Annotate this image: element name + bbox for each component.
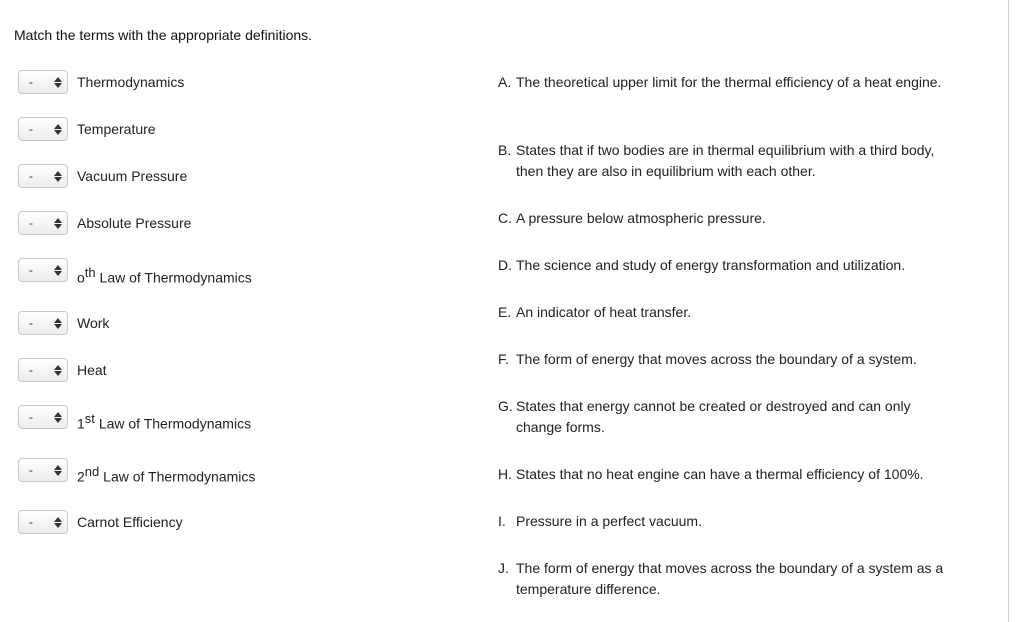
term-label: Temperature [77, 121, 156, 137]
term-prefix: o [77, 269, 85, 286]
definition-letter: H. [498, 466, 512, 482]
definition-letter: A. [498, 74, 512, 90]
term-label: Thermodynamics [77, 74, 185, 90]
updown-arrows-icon [54, 218, 62, 229]
definition-text: States that energy cannot be created or destroyed and can only change forms. [516, 398, 911, 435]
match-select[interactable] [18, 311, 68, 335]
term-rest: Law of Thermodynamics [103, 468, 256, 485]
definition-h [498, 464, 958, 485]
definition-b [498, 140, 958, 182]
term-row-carnot-efficiency [18, 509, 183, 535]
definition-text: States that if two bodies are in thermal equilibrium with a third body, then they are also in equilibrium with each other. [516, 142, 935, 179]
definition-a [498, 72, 958, 93]
term-label [77, 265, 252, 286]
definition-g [498, 396, 958, 438]
term-rest: Law of Thermodynamics [99, 269, 252, 286]
select-value: - [29, 122, 33, 136]
definition-e [498, 302, 958, 323]
definition-c [498, 208, 958, 229]
term-label: Work [77, 315, 110, 331]
term-superscript: th [84, 264, 96, 280]
term-row-vacuum-pressure [18, 163, 187, 189]
select-value: - [29, 463, 33, 477]
term-prefix: 2 [77, 468, 85, 485]
term-label: Vacuum Pressure [77, 168, 188, 184]
select-value: - [29, 316, 33, 330]
definition-letter: G. [498, 398, 513, 414]
term-label [77, 411, 251, 432]
match-select[interactable] [18, 405, 68, 429]
term-row-heat [18, 357, 107, 383]
definition-text: A pressure below atmospheric pressure. [516, 210, 766, 226]
definition-j [498, 558, 958, 600]
definition-letter: F. [498, 351, 509, 367]
definition-letter: B. [498, 142, 512, 158]
match-select[interactable] [18, 211, 68, 235]
definition-text: The form of energy that moves across the boundary of a system. [516, 351, 917, 367]
match-select[interactable] [18, 258, 68, 282]
select-value: - [29, 216, 33, 230]
match-select[interactable] [18, 510, 68, 534]
term-row-work [18, 310, 109, 336]
select-value: - [29, 363, 33, 377]
definition-text: States that no heat engine can have a thermal efficiency of 100%. [516, 466, 924, 482]
term-label: Absolute Pressure [77, 215, 192, 231]
term-label: Heat [77, 362, 107, 378]
updown-arrows-icon [54, 465, 62, 476]
match-select[interactable] [18, 358, 68, 382]
term-prefix: 1 [77, 415, 85, 432]
updown-arrows-icon [54, 412, 62, 423]
definition-text: The form of energy that moves across the boundary of a system as a temperature difference. [516, 560, 944, 597]
definition-letter: C. [498, 210, 512, 226]
select-value: - [29, 515, 33, 529]
updown-arrows-icon [54, 365, 62, 376]
definition-text: Pressure in a perfect vacuum. [516, 513, 702, 529]
term-label: Carnot Efficiency [77, 514, 183, 530]
definition-text: An indicator of heat transfer. [516, 304, 692, 320]
term-row-temperature [18, 116, 156, 142]
definition-i [498, 511, 958, 532]
definition-letter: J. [498, 560, 509, 576]
term-row-first-law [18, 404, 251, 430]
updown-arrows-icon [54, 171, 62, 182]
updown-arrows-icon [54, 517, 62, 528]
definition-text: The science and study of energy transformation and utilization. [516, 257, 906, 273]
definition-text: The theoretical upper limit for the thermal efficiency of a heat engine. [516, 74, 942, 90]
select-value: - [29, 169, 33, 183]
definition-letter: D. [498, 257, 512, 273]
term-rest: Law of Thermodynamics [98, 415, 252, 432]
term-row-second-law [18, 457, 255, 483]
updown-arrows-icon [54, 77, 62, 88]
match-select[interactable] [18, 164, 68, 188]
updown-arrows-icon [54, 318, 62, 329]
match-select[interactable] [18, 117, 68, 141]
definition-f [498, 349, 958, 370]
instruction-text: Match the terms with the appropriate definitions. [14, 27, 313, 43]
page-divider [1008, 0, 1009, 622]
select-value: - [29, 410, 33, 424]
term-superscript: st [84, 410, 95, 426]
term-row-absolute-pressure [18, 210, 191, 236]
select-value: - [29, 75, 33, 89]
term-superscript: nd [84, 463, 100, 479]
select-value: - [29, 263, 33, 277]
updown-arrows-icon [54, 124, 62, 135]
definition-d [498, 255, 958, 276]
term-row-thermodynamics [18, 69, 184, 95]
updown-arrows-icon [54, 265, 62, 276]
match-select[interactable] [18, 70, 68, 94]
match-select[interactable] [18, 458, 68, 482]
term-label [77, 464, 255, 485]
definition-letter: E. [498, 304, 512, 320]
term-row-zeroth-law [18, 257, 252, 286]
definition-letter: I. [498, 513, 506, 529]
